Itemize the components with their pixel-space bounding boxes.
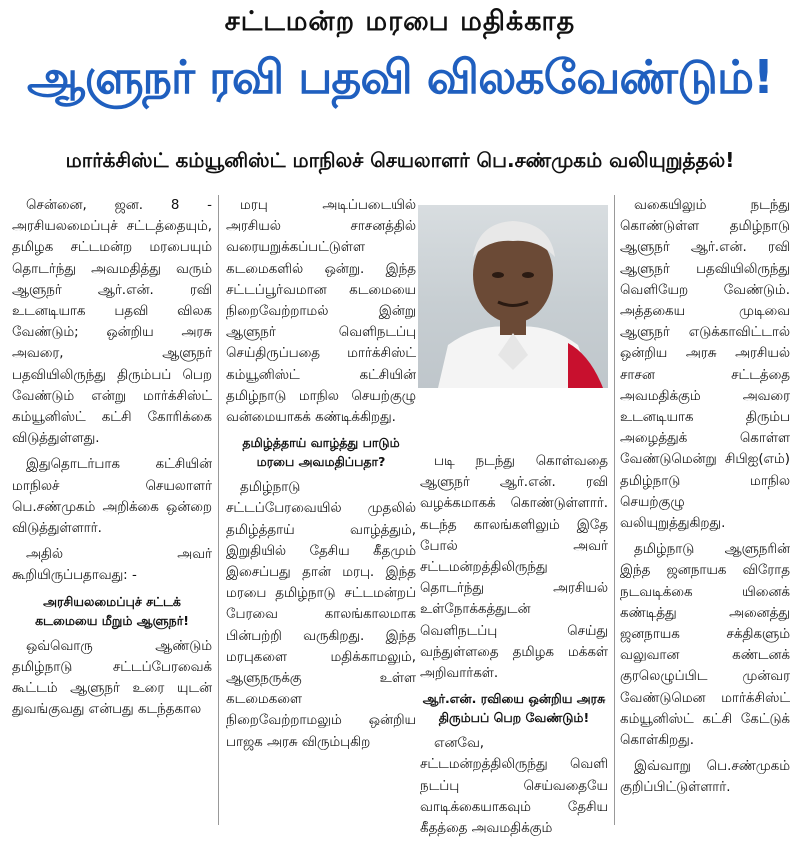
article-column-4: [620, 195, 790, 804]
kicker: சட்டமன்ற மரபை மதிக்காத: [224, 6, 576, 37]
section-heading: தமிழ்த்தாய் வாழ்த்து பாடும் மரபை அவமதிப்பதா?: [242, 435, 400, 470]
paragraph: எனவே, சட்டமன்றத்திலிருந்து வெளி நடப்பு செய்வதையே வாடிக்கையாகவும் தேசிய கீதத்தை அவமதிக்கும்: [420, 736, 608, 837]
paragraph: படி நடந்து கொள்வதை ஆளுநர் ஆர்.என். ரவி வழக்கமாகக் கொண்டுள்ளார். கடந்த காலங்களிலும் இதே போல் அவர் சட்டமன்றத்திலிருந்து தொடர்ந்து அரசியல் உள்நோக்கத்துடன் வெளிநடப்பு செய்து வந்துள்ளதை தமிழக மக்கள் அறிவார்கள்.: [420, 454, 608, 682]
paragraph: ஒவ்வொரு ஆண்டும் தமிழ்நாடு சட்டப்பேரவைக் கூட்டம் ஆளுநர் உரை யுடன் துவங்குவது என்பது கடந்தகால: [12, 638, 212, 718]
paragraph: தமிழ்நாடு ஆளுநரின் இந்த ஜனநாயக விரோத நடவடிக்கை யினைக் கண்டித்து அனைத்து ஜனநாயக சக்திகளும் வலுவான கண்டனக் குரலெழுப்பிட முன்வர வேண்டுமென மார்க்சிஸ்ட் கம்யூனிஸ்ட் கட்சி கேட்டுக் கொள்கிறது.: [620, 542, 790, 749]
article-column-1: [12, 195, 212, 725]
column-divider: [614, 195, 615, 825]
section-heading: ஆர்.என். ரவியை ஒன்றிய அரசு திரும்பப் பெற வேண்டும்!: [422, 691, 606, 726]
paragraph: தமிழ்நாடு சட்டப்பேரவையில் முதலில் தமிழ்த்தாய் வாழ்த்தும், இறுதியில் தேசிய கீதமும் இசைப்பது தான் மரபு. இந்த மரபை தமிழ்நாடு சட்டமன்றப் பேரவை காலங்காலமாக பின்பற்றி வருகிறது. இந்த மரபுகளை மதிக்காமலும், ஆளுநருக்கு உள்ள கடமைகளை நிறைவேற்றாமலும் ஒன்றிய பாஜக அரசு விரும்புகிற: [226, 480, 416, 750]
column-divider: [218, 195, 219, 825]
headline: ஆளுநர் ரவி பதவி விலகவேண்டும்!: [27, 50, 773, 104]
portrait-photo-icon: [418, 205, 608, 388]
paragraph: சென்னை, ஜன. 8 - அரசியலமைப்புச் சட்டத்தையும், தமிழக சட்டமன்ற மரபையும் தொடர்ந்து அவமதித்து வரும் ஆளுநர் ஆர்.என். ரவி உடனடியாக பதவி விலக வேண்டும்; ஒன்றிய அரசு அவரை, ஆளுநர் பதவியிலிருந்து திரும்பப் பெற வேண்டும் என்று மார்க்சிஸ்ட் கம்யூனிஸ்ட் கட்சி கோரிக்கை விடுத்துள்ளது.: [12, 198, 212, 447]
subheadline: மார்க்சிஸ்ட் கம்யூனிஸ்ட் மாநிலச் செயலாளர் பெ.சண்முகம் வலியுறுத்தல்!: [65, 148, 735, 172]
article-column-3: [420, 451, 608, 844]
paragraph: இதுதொடர்பாக கட்சியின் மாநிலச் செயலாளர் பெ.சண்முகம் அறிக்கை ஒன்றை விடுத்துள்ளார்.: [12, 457, 212, 537]
article-column-2: [226, 195, 416, 758]
paragraph: இவ்வாறு பெ.சண்முகம் குறிப்பிட்டுள்ளார்.: [620, 759, 790, 796]
paragraph: வகையிலும் நடந்து கொண்டுள்ள தமிழ்நாடு ஆளுநர் ஆர்.என். ரவி ஆளுநர் பதவியிலிருந்து வெளியேற வேண்டும். அத்தகைய முடிவை ஆளுநர் எடுக்காவிட்டால் ஒன்றிய அரசு அரசியல் சாசன சட்டத்தை அவமதிக்கும் அவரை உடனடியாக திரும்ப அழைத்துக் கொள்ள வேண்டுமென்று சிபிஐ(எம்) தமிழ்நாடு மாநில செயற்குழு வலியுறுத்துகிறது.: [620, 198, 790, 532]
paragraph: மரபு அடிப்படையில் அரசியல் சாசனத்தில் வரையறுக்கப்பட்டுள்ள கடமைகளில் ஒன்று. இந்த சட்டப்பூர்வமான கடமையை நிறைவேற்றாமல் இன்று ஆளுநர் வெளிநடப்பு செய்திருப்பதை மார்க்சிஸ்ட் கம்யூனிஸ்ட் கட்சியின் தமிழ்நாடு மாநில செயற்குழு வன்மையாகக் கண்டிக்கிறது.: [226, 198, 416, 426]
paragraph: அதில் அவர் கூறியிருப்பதாவது: -: [12, 547, 212, 584]
section-heading: அரசியலமைப்புச் சட்டக் கடமையை மீறும் ஆளுநர்!: [35, 593, 189, 628]
